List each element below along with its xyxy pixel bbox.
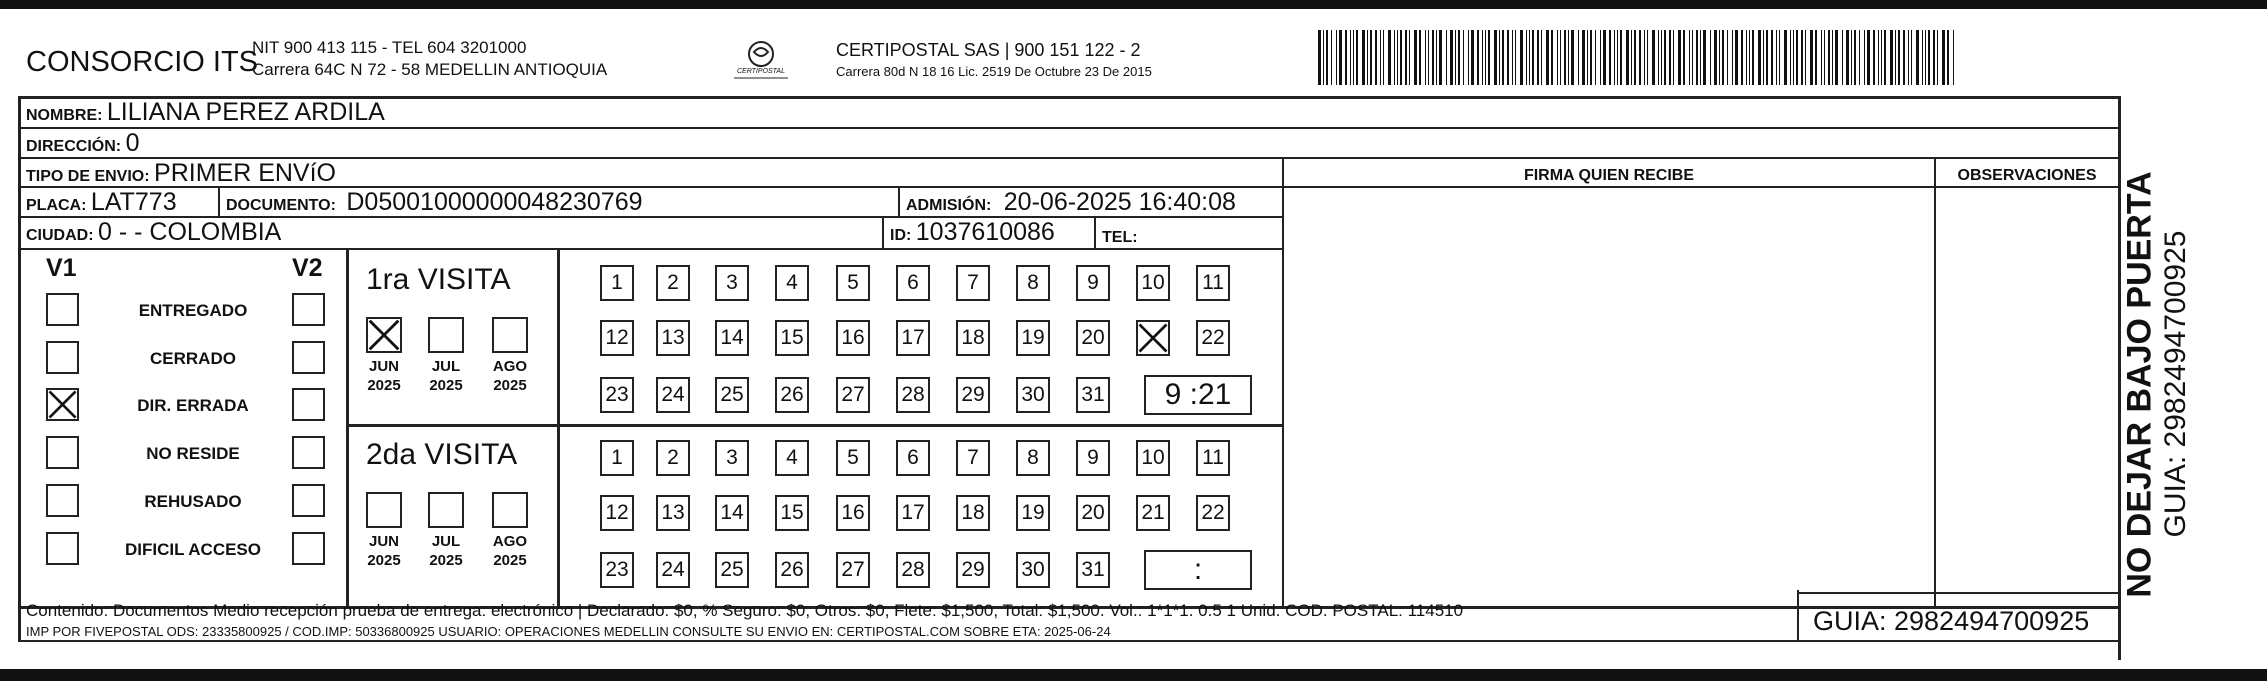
barcode-bar <box>1703 30 1706 85</box>
v2-checkbox[interactable] <box>292 436 325 469</box>
carrier-address: Carrera 80d N 18 16 Lic. 2519 De Octubre 23 De 2015 <box>836 64 1152 79</box>
day-box[interactable]: 19 <box>1016 495 1050 531</box>
day-box[interactable]: 17 <box>896 495 930 531</box>
status-option-label: NO RESIDE <box>146 444 240 463</box>
v2-checkbox[interactable] <box>292 293 325 326</box>
day-box[interactable]: 31 <box>1076 377 1110 413</box>
barcode-bar <box>1609 30 1611 85</box>
barcode-bar <box>1458 30 1460 85</box>
barcode-bar <box>1776 30 1777 85</box>
day-box[interactable]: 3 <box>715 265 749 301</box>
month-name: AGO <box>492 533 528 550</box>
direccion-field <box>26 129 139 158</box>
barcode-bar <box>1727 30 1728 85</box>
barcode-bar <box>1735 30 1738 85</box>
day-box[interactable]: 17 <box>896 320 930 356</box>
barcode-bar <box>1326 30 1328 85</box>
barcode-bar <box>1784 30 1787 85</box>
day-box[interactable]: 15 <box>775 320 809 356</box>
day-box[interactable]: 24 <box>656 377 690 413</box>
barcode-bar <box>1916 30 1919 85</box>
barcode-bar <box>1450 30 1453 85</box>
day-box[interactable]: 7 <box>956 265 990 301</box>
day-box[interactable]: 25 <box>715 377 749 413</box>
barcode-bar <box>1502 30 1504 85</box>
month-checkbox[interactable] <box>366 317 402 353</box>
carrier-line: CERTIPOSTAL SAS | 900 151 122 - 2 <box>836 40 1141 60</box>
day-box[interactable]: 6 <box>896 440 930 476</box>
barcode-bar <box>1700 30 1701 85</box>
observaciones-header: OBSERVACIONES <box>1957 167 2097 184</box>
day-box[interactable]: 2 <box>656 440 690 476</box>
barcode-bar <box>1790 30 1791 85</box>
barcode-bar <box>1796 30 1798 85</box>
barcode-bar <box>1425 30 1426 85</box>
barcode-bar <box>1515 30 1516 85</box>
barcode-bar <box>1323 30 1324 85</box>
barcode-bar <box>1801 30 1803 85</box>
barcode-bar <box>1835 30 1838 85</box>
barcode-bar <box>1603 30 1606 85</box>
barcode <box>1318 30 1958 85</box>
barcode-bar <box>1557 30 1558 85</box>
day-box[interactable]: 1 <box>600 265 634 301</box>
barcode-bar <box>1339 30 1342 85</box>
barcode-bar <box>1873 30 1875 85</box>
day-box[interactable]: 1 <box>600 440 634 476</box>
barcode-bar <box>1828 30 1830 85</box>
barcode-bar <box>1669 30 1671 85</box>
day-box[interactable]: 14 <box>715 495 749 531</box>
day-box[interactable]: 27 <box>836 377 870 413</box>
day-box[interactable]: 10 <box>1136 265 1170 301</box>
barcode-bar <box>1477 30 1479 85</box>
month-checkbox[interactable] <box>366 492 402 528</box>
barcode-bar <box>1639 30 1641 85</box>
day-box[interactable]: 20 <box>1076 320 1110 356</box>
address-line: Carrera 64C N 72 - 58 MEDELLIN ANTIOQUIA <box>252 60 608 79</box>
month-year: 2025 <box>429 552 463 569</box>
v1-checkbox[interactable] <box>46 388 79 421</box>
barcode-bar <box>1928 30 1930 85</box>
footer-guia: GUIA: 2982494700925 <box>1813 606 2090 636</box>
barcode-bar <box>1766 30 1768 85</box>
ciudad-field <box>26 218 281 247</box>
barcode-bar <box>1658 30 1659 85</box>
tipo-field <box>26 159 336 188</box>
day-box[interactable]: 4 <box>775 440 809 476</box>
status-option-label: CERRADO <box>150 349 236 368</box>
month-label <box>480 532 540 570</box>
barcode-bar <box>1414 30 1417 85</box>
barcode-bar <box>1864 30 1865 85</box>
barcode-bar <box>1439 30 1442 85</box>
ciudad-label: CIUDAD: <box>26 227 94 244</box>
barcode-bar <box>1683 30 1685 85</box>
nombre-label: NOMBRE: <box>26 107 103 124</box>
barcode-bar <box>1890 30 1893 85</box>
ciudad-value: 0 - - COLOMBIA <box>98 218 282 246</box>
day-box[interactable]: 8 <box>1016 440 1050 476</box>
barcode-bar <box>1520 30 1523 85</box>
barcode-bar <box>1821 30 1822 85</box>
barcode-bar <box>1419 30 1421 85</box>
barcode-bar <box>1652 30 1655 85</box>
day-box[interactable]: 23 <box>600 377 634 413</box>
barcode-bar <box>1482 30 1483 85</box>
barcode-bar <box>1356 30 1358 85</box>
barcode-bar <box>1626 30 1629 85</box>
barcode-bar <box>1661 30 1662 85</box>
day-box[interactable]: 13 <box>656 495 690 531</box>
barcode-bar <box>1367 30 1368 85</box>
day-box[interactable]: 11 <box>1196 440 1230 476</box>
day-box[interactable]: 13 <box>656 320 690 356</box>
placa-value: LAT773 <box>90 188 177 216</box>
no-dejar-warning: NO DEJAR BAJO PUERTA <box>2120 171 2159 598</box>
month-label <box>416 532 476 570</box>
day-box[interactable]: 28 <box>896 377 930 413</box>
v2-header: V2 <box>292 254 323 282</box>
v2-checkbox[interactable] <box>292 484 325 517</box>
month-label <box>354 357 414 395</box>
barcode-bar <box>1620 30 1622 85</box>
day-box[interactable]: 12 <box>600 495 634 531</box>
day-box[interactable]: 9 <box>1076 440 1110 476</box>
barcode-bar <box>1507 30 1509 85</box>
barcode-bar <box>1878 30 1879 85</box>
barcode-bar <box>1722 30 1724 85</box>
barcode-bar <box>1911 30 1912 85</box>
admision-field <box>906 188 1236 217</box>
barcode-bar <box>1362 30 1365 85</box>
barcode-bar <box>1578 30 1579 85</box>
placa-label: PLACA: <box>26 197 87 214</box>
month-checkbox[interactable] <box>428 317 464 353</box>
barcode-bar <box>1903 30 1905 85</box>
barcode-bar <box>1499 30 1500 85</box>
visit-time-box[interactable]: 9 :21 <box>1144 375 1252 415</box>
barcode-bar <box>1805 30 1806 85</box>
barcode-bar <box>1532 30 1534 85</box>
barcode-bar <box>1405 30 1407 85</box>
admision-value: 20-06-2025 16:40:08 <box>1003 188 1236 216</box>
barcode-bar <box>1842 30 1843 85</box>
month-year: 2025 <box>429 377 463 394</box>
barcode-bar <box>1815 30 1817 85</box>
barcode-bar <box>1564 30 1566 85</box>
barcode-bar <box>1485 30 1486 85</box>
barcode-bar <box>1634 30 1636 85</box>
barcode-bar <box>1331 30 1332 85</box>
barcode-bar <box>1388 30 1391 85</box>
day-box[interactable]: 29 <box>956 377 990 413</box>
month-checkbox[interactable] <box>492 492 528 528</box>
barcode-bar <box>1600 30 1601 85</box>
day-box[interactable]: 25 <box>715 552 749 588</box>
barcode-bar <box>1942 30 1945 85</box>
barcode-bar <box>1568 30 1569 85</box>
id-field <box>890 218 1055 247</box>
barcode-bar <box>1793 30 1794 85</box>
barcode-bar <box>1824 30 1825 85</box>
barcode-bar <box>1771 30 1773 85</box>
v1-checkbox[interactable] <box>46 532 79 565</box>
month-name: JUN <box>368 533 399 550</box>
barcode-bar <box>1922 30 1923 85</box>
day-box[interactable]: 16 <box>836 320 870 356</box>
month-label <box>354 532 414 570</box>
barcode-bar <box>1571 30 1574 85</box>
barcode-bar <box>1881 30 1882 85</box>
barcode-bar <box>1436 30 1437 85</box>
nombre-field <box>26 98 385 127</box>
barcode-bar <box>1455 30 1456 85</box>
top-edge <box>0 0 2267 9</box>
day-box[interactable]: 30 <box>1016 377 1050 413</box>
month-name: JUL <box>431 533 461 550</box>
direccion-label: DIRECCIÓN: <box>26 138 122 155</box>
barcode-bar <box>1488 30 1490 85</box>
barcode-bar <box>1689 30 1690 85</box>
month-name: AGO <box>492 358 528 375</box>
day-box[interactable]: 12 <box>600 320 634 356</box>
barcode-bar <box>1380 30 1381 85</box>
nit-line: NIT 900 413 115 - TEL 604 3201000 <box>252 38 527 57</box>
barcode-bar <box>1846 30 1849 85</box>
day-box[interactable]: 18 <box>956 495 990 531</box>
barcode-bar <box>1370 30 1372 85</box>
day-box[interactable]: 7 <box>956 440 990 476</box>
v1-header: V1 <box>46 254 77 282</box>
day-box[interactable]: 19 <box>1016 320 1050 356</box>
day-box[interactable]: 16 <box>836 495 870 531</box>
barcode-bar <box>1526 30 1527 85</box>
barcode-bar <box>1953 30 1954 85</box>
barcode-bar <box>1810 30 1813 85</box>
day-box[interactable]: 9 <box>1076 265 1110 301</box>
barcode-bar <box>1884 30 1886 85</box>
barcode-bar <box>1383 30 1384 85</box>
status-option-label: REHUSADO <box>144 492 242 511</box>
id-value: 1037610086 <box>915 218 1055 246</box>
barcode-bar <box>1859 30 1860 85</box>
barcode-bar <box>1851 30 1852 85</box>
status-option-label: DIFICIL ACCESO <box>124 540 261 559</box>
barcode-bar <box>1937 30 1938 85</box>
month-name: JUN <box>368 358 399 375</box>
barcode-bar <box>1710 30 1711 85</box>
barcode-bar <box>1664 30 1666 85</box>
nombre-value: LILIANA PEREZ ARDILA <box>106 98 385 126</box>
day-box[interactable]: 22 <box>1196 495 1230 531</box>
barcode-bar <box>1631 30 1632 85</box>
day-box[interactable]: 21 <box>1136 495 1170 531</box>
barcode-bar <box>1925 30 1926 85</box>
day-box[interactable]: 23 <box>600 552 634 588</box>
barcode-bar <box>1375 30 1377 85</box>
barcode-bar <box>1749 30 1750 85</box>
month-checkbox[interactable] <box>492 317 528 353</box>
carrier-logo-text: CERTIPOSTAL <box>737 68 785 75</box>
month-label <box>416 357 476 395</box>
day-box[interactable]: 5 <box>836 265 870 301</box>
barcode-bar <box>1595 30 1596 85</box>
barcode-bar <box>1345 30 1347 85</box>
bottom-edge <box>0 669 2267 681</box>
barcode-bar <box>1741 30 1743 85</box>
day-box[interactable]: 20 <box>1076 495 1110 531</box>
barcode-bar <box>1468 30 1469 85</box>
month-year: 2025 <box>493 377 527 394</box>
side-guia: GUIA: 2982494700925 <box>2159 230 2192 538</box>
barcode-bar <box>1763 30 1764 85</box>
day-box[interactable]: 3 <box>715 440 749 476</box>
tel-field <box>1102 220 1138 249</box>
barcode-bar <box>1537 30 1539 85</box>
month-name: JUL <box>431 358 461 375</box>
month-checkbox[interactable] <box>428 492 464 528</box>
v1-checkbox[interactable] <box>46 436 79 469</box>
v2-checkbox[interactable] <box>292 388 325 421</box>
barcode-bar <box>1582 30 1585 85</box>
barcode-bar <box>1673 30 1674 85</box>
direccion-value: 0 <box>125 129 140 157</box>
barcode-bar <box>1617 30 1618 85</box>
visit-time-box[interactable]: : <box>1144 550 1252 590</box>
tel-label: TEL: <box>1102 229 1138 246</box>
barcode-bar <box>1898 30 1900 85</box>
day-box[interactable]: 28 <box>896 552 930 588</box>
day-box[interactable]: 26 <box>775 377 809 413</box>
day-box[interactable]: 6 <box>896 265 930 301</box>
barcode-bar <box>1908 30 1909 85</box>
documento-label: DOCUMENTO: <box>226 197 336 214</box>
documento-field <box>226 188 643 217</box>
status-option-label: DIR. ERRADA <box>137 396 249 415</box>
barcode-bar <box>1947 30 1949 85</box>
barcode-bar <box>1933 30 1935 85</box>
barcode-bar <box>1644 30 1645 85</box>
barcode-bar <box>1832 30 1833 85</box>
footer-content-line: Contenido: Documentos Medio recepción prueba de entrega: electrónico | Declarado: $0, % Seguro: $0, Otros: $0, Flete: $1,500, Total: $1,500. Vol.: 1*1*1. 0.5 1 Unid. COD. POSTAL: 114510 <box>26 601 1464 620</box>
barcode-bar <box>1353 30 1354 85</box>
barcode-bar <box>1318 30 1321 85</box>
barcode-bar <box>1647 30 1648 85</box>
barcode-bar <box>1678 30 1681 85</box>
barcode-bar <box>1758 30 1761 85</box>
id-label: ID: <box>890 227 912 244</box>
barcode-bar <box>1409 30 1410 85</box>
visit-title: 1ra VISITA <box>366 263 511 296</box>
tipo-value: PRIMER ENVíO <box>154 159 337 187</box>
barcode-bar <box>1714 30 1717 85</box>
day-box[interactable]: 24 <box>656 552 690 588</box>
v1-checkbox[interactable] <box>46 293 79 326</box>
day-box[interactable]: 10 <box>1136 440 1170 476</box>
day-box[interactable]: 27 <box>836 552 870 588</box>
day-box[interactable]: 5 <box>836 440 870 476</box>
status-option-label: ENTREGADO <box>138 301 248 320</box>
barcode-bar <box>1560 30 1561 85</box>
barcode-bar <box>1587 30 1588 85</box>
barcode-bar <box>1432 30 1434 85</box>
tipo-label: TIPO DE ENVIO: <box>26 168 150 185</box>
barcode-bar <box>1428 30 1429 85</box>
barcode-bar <box>1529 30 1530 85</box>
month-label <box>480 357 540 395</box>
barcode-bar <box>1336 30 1337 85</box>
day-box[interactable]: 11 <box>1196 265 1230 301</box>
carrier-logo <box>730 38 792 86</box>
barcode-bar <box>1400 30 1402 85</box>
day-box[interactable]: 15 <box>775 495 809 531</box>
barcode-bar <box>1867 30 1870 85</box>
day-box[interactable]: 4 <box>775 265 809 301</box>
month-year: 2025 <box>493 552 527 569</box>
day-box[interactable]: 14 <box>715 320 749 356</box>
day-box[interactable]: 18 <box>956 320 990 356</box>
visit-title: 2da VISITA <box>366 438 518 471</box>
admision-label: ADMISIÓN: <box>906 197 992 214</box>
day-box[interactable]: 8 <box>1016 265 1050 301</box>
barcode-bar <box>1551 30 1553 85</box>
day-box[interactable] <box>1136 320 1170 356</box>
barcode-bar <box>1590 30 1592 85</box>
barcode-bar <box>1350 30 1351 85</box>
v2-checkbox[interactable] <box>292 532 325 565</box>
v1-checkbox[interactable] <box>46 484 79 517</box>
documento-value: D05001000000048230769 <box>346 188 643 216</box>
barcode-bar <box>1895 30 1896 85</box>
month-year: 2025 <box>367 377 401 394</box>
barcode-bar <box>1696 30 1698 85</box>
footer-imp-line: IMP POR FIVEPOSTAL ODS: 23335800925 / COD.IMP: 50336800925 USUARIO: OPERACIONES MEDELLIN CONSULTE SU ENVIO EN: CERTIPOSTAL.COM SOBRE ETA: 2025-06-24 <box>26 624 1111 639</box>
barcode-bar <box>1732 30 1733 85</box>
barcode-bar <box>1541 30 1542 85</box>
v2-checkbox[interactable] <box>292 341 325 374</box>
month-year: 2025 <box>367 552 401 569</box>
company-name: CONSORCIO ITS <box>26 46 259 78</box>
footer-guia-box <box>1797 592 2118 642</box>
barcode-bar <box>1546 30 1549 85</box>
barcode-bar <box>1471 30 1474 85</box>
day-box[interactable]: 2 <box>656 265 690 301</box>
day-box[interactable]: 29 <box>956 552 990 588</box>
placa-field <box>26 188 177 217</box>
v1-checkbox[interactable] <box>46 341 79 374</box>
day-box[interactable]: 31 <box>1076 552 1110 588</box>
day-box[interactable]: 30 <box>1016 552 1050 588</box>
barcode-bar <box>1719 30 1720 85</box>
barcode-bar <box>1746 30 1747 85</box>
barcode-bar <box>1854 30 1856 85</box>
day-box[interactable]: 22 <box>1196 320 1230 356</box>
barcode-bar <box>1394 30 1395 85</box>
day-box[interactable]: 26 <box>775 552 809 588</box>
barcode-bar <box>1752 30 1754 85</box>
barcode-bar <box>1512 30 1513 85</box>
barcode-bar <box>1692 30 1693 85</box>
barcode-bar <box>1397 30 1398 85</box>
barcode-bar <box>1463 30 1464 85</box>
firma-header: FIRMA QUIEN RECIBE <box>1523 167 1695 184</box>
barcode-bar <box>1446 30 1447 85</box>
barcode-bar <box>1614 30 1615 85</box>
barcode-bar <box>1779 30 1780 85</box>
barcode-bar <box>1494 30 1497 85</box>
